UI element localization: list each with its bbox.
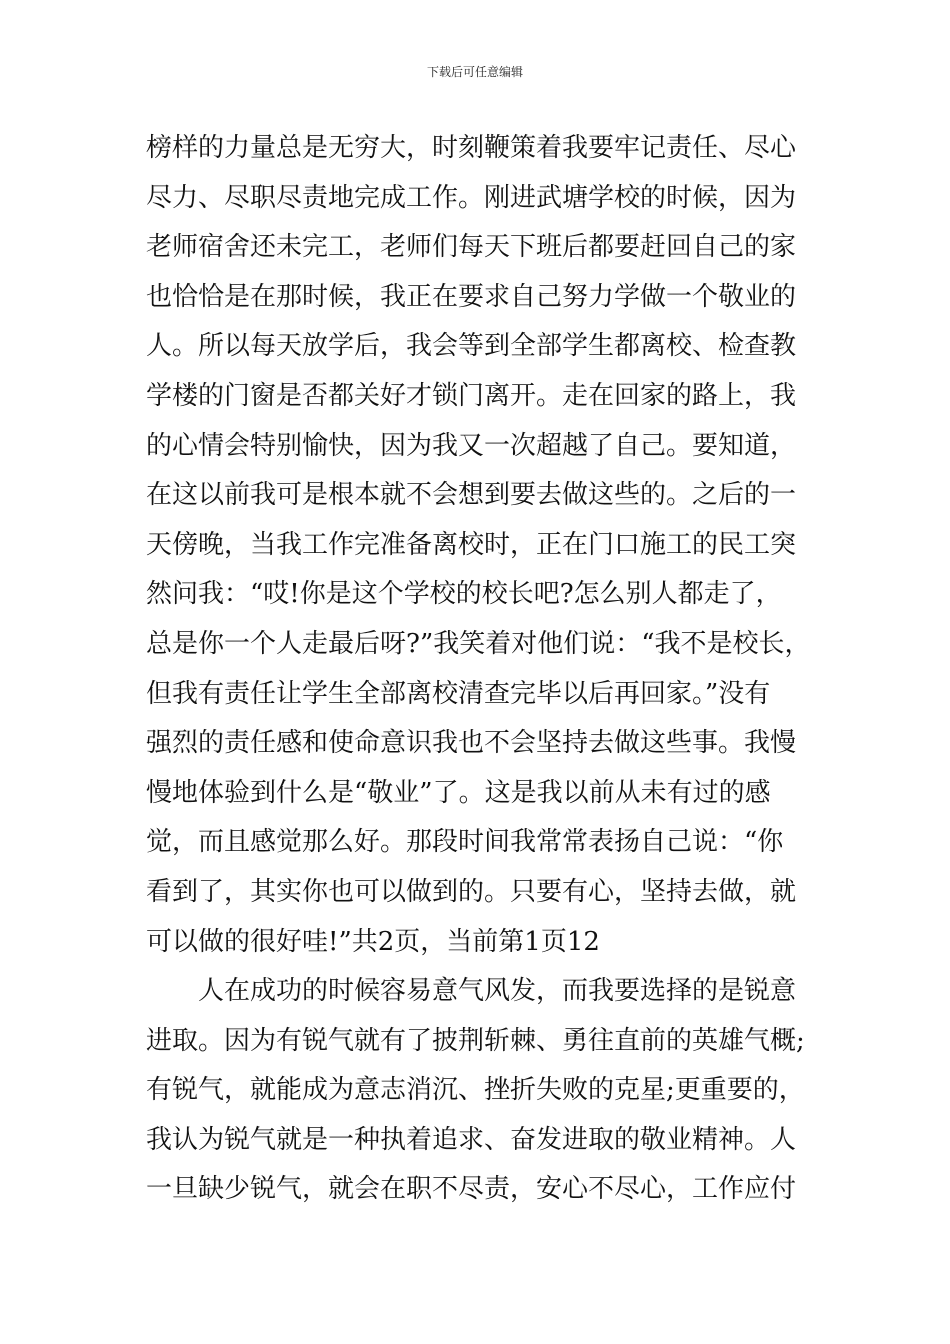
text-line: 在这以前我可是根本就不会想到要去做这些的。之后的一 — [146, 480, 797, 511]
text-line: 人在成功的时候容易意气风发，而我要选择的是锐意 — [198, 976, 797, 1007]
text-line: 然问我：“哎!你是这个学校的校长吧?怎么别人都走了， — [146, 579, 782, 610]
text-line: 天傍晚，当我工作完准备离校时，正在门口施工的民工突 — [146, 529, 797, 560]
paragraph-1 — [146, 124, 816, 967]
text-line: 也恰恰是在那时候，我正在要求自己努力学做一个敬业的 — [146, 281, 797, 312]
text-line: 人。所以每天放学后，我会等到全部学生都离校、检查教 — [146, 331, 797, 362]
text-line: 慢地体验到什么是“敬业”了。这是我以前从未有过的感 — [146, 777, 771, 808]
text-line: 我认为锐气就是一种执着追求、奋发进取的敬业精神。人 — [146, 1124, 797, 1155]
page-header — [0, 64, 950, 80]
page-header-text: 下载后可任意编辑 — [426, 65, 523, 79]
text-line: 有锐气，就能成为意志消沉、挫折失败的克星;更重要的， — [146, 1075, 805, 1106]
text-line: 的心情会特别愉快，因为我又一次超越了自己。要知道， — [146, 430, 797, 461]
text-line: 但我有责任让学生全部离校清查完毕以后再回家。”没有 — [146, 678, 771, 709]
text-line: 一旦缺少锐气，就会在职不尽责，安心不尽心，工作应付 — [146, 1174, 797, 1205]
text-line: 尽力、尽职尽责地完成工作。刚进武塘学校的时候，因为 — [146, 182, 797, 213]
text-line: 榜样的力量总是无穷大，时刻鞭策着我要牢记责任、尽心 — [146, 133, 797, 163]
text-line: 学楼的门窗是否都关好才锁门离开。走在回家的路上，我 — [146, 380, 797, 411]
text-line: 总是你一个人走最后呀?”我笑着对他们说：“我不是校长， — [146, 628, 811, 659]
text-line: 可以做的很好哇!”共2页，当前第1页12 — [146, 926, 600, 957]
text-line: 觉，而且感觉那么好。那段时间我常常表扬自己说：“你 — [146, 827, 784, 858]
document-body — [146, 124, 816, 1215]
text-line: 老师宿舍还未完工，老师们每天下班后都要赶回自己的家 — [146, 232, 797, 263]
text-line: 进取。因为有锐气就有了披荆斩棘、勇往直前的英雄气概; — [146, 1025, 805, 1056]
text-line: 强烈的责任感和使命意识我也不会坚持去做这些事。我慢 — [146, 728, 797, 759]
text-line: 看到了，其实你也可以做到的。只要有心，坚持去做，就 — [146, 876, 797, 907]
paragraph-2 — [146, 967, 816, 1215]
